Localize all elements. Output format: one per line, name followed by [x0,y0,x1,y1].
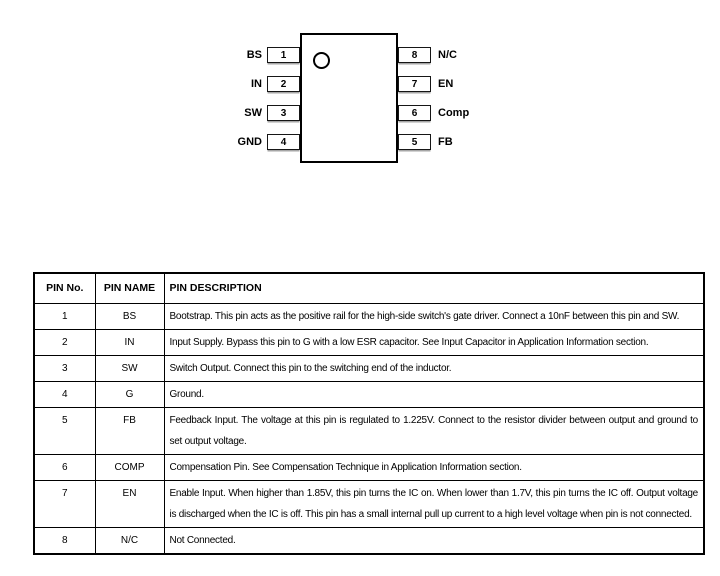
pin-row-nc [398,47,457,63]
pin-description-table [33,272,705,555]
table-row [34,304,704,330]
pin-number-box: 1 [267,47,300,63]
pin-description-cell: Not Connected. [164,528,704,555]
pin-no-cell: 1 [34,304,95,330]
table-header-row [34,273,704,304]
pin-name-cell: COMP [95,455,164,481]
pin-row-sw [0,105,300,121]
pin-number-box: 2 [267,76,300,92]
pin-no-cell: 7 [34,481,95,528]
pin-no-cell: 2 [34,330,95,356]
table-row [34,382,704,408]
pin-description-cell: Compensation Pin. See Compensation Technique in Application Information section. [164,455,704,481]
pin-row-comp [398,105,469,121]
pin-name-cell: SW [95,356,164,382]
pin-description-cell: Enable Input. When higher than 1.85V, this pin turns the IC on. When lower than 1.7V, this pin turns the IC off. Output voltage is discharged when the IC is off. This pin has a small internal pull up current to a high level voltage when pin is not connected. [164,481,704,528]
pin-label: N/C [438,49,457,61]
pin-label: IN [251,78,262,90]
pin-diagram [0,33,720,178]
pin-description-cell: Switch Output. Connect this pin to the switching end of the inductor. [164,356,704,382]
pin-no-cell: 5 [34,408,95,455]
pin-no-cell: 4 [34,382,95,408]
pin-name-cell: G [95,382,164,408]
pin-number-box: 5 [398,134,431,150]
pin-row-in [0,76,300,92]
pin-name-cell: N/C [95,528,164,555]
pin-table-body [34,304,704,555]
header-pin-name: PIN NAME [95,273,164,304]
table-row [34,455,704,481]
pin-number-box: 4 [267,134,300,150]
pin-no-cell: 6 [34,455,95,481]
pin-row-en [398,76,453,92]
pin-name-cell: FB [95,408,164,455]
pin-label: SW [244,107,262,119]
pin1-indicator-circle [313,52,330,69]
pin-label: EN [438,78,454,90]
pin-row-bs [0,47,300,63]
table-row [34,481,704,528]
pin-no-cell: 8 [34,528,95,555]
table-row [34,356,704,382]
ic-package-outline [300,33,398,163]
pin-label: Comp [438,107,470,119]
pin-label: BS [246,49,262,61]
pin-description-cell: Bootstrap. This pin acts as the positive rail for the high-side switch's gate driver. Connect a 10nF between this pin and SW. [164,304,704,330]
pin-no-cell: 3 [34,356,95,382]
pin-number-box: 8 [398,47,431,63]
pin-row-gnd [0,134,300,150]
pin-number-box: 6 [398,105,431,121]
pin-name-cell: IN [95,330,164,356]
table-row [34,408,704,455]
table-row [34,330,704,356]
header-pin-no: PIN No. [34,273,95,304]
pin-description-cell: Feedback Input. The voltage at this pin is regulated to 1.225V. Connect to the resistor divider between output and ground to set output voltage. [164,408,704,455]
pin-number-box: 3 [267,105,300,121]
header-pin-description: PIN DESCRIPTION [164,273,704,304]
pin-description-cell: Ground. [164,382,704,408]
pin-number-box: 7 [398,76,431,92]
pin-label: FB [438,136,453,148]
pin-label: GND [237,136,262,148]
pin-name-cell: BS [95,304,164,330]
pin-row-fb [398,134,453,150]
pin-description-cell: Input Supply. Bypass this pin to G with a low ESR capacitor. See Input Capacitor in Application Information section. [164,330,704,356]
table-row [34,528,704,555]
pin-name-cell: EN [95,481,164,528]
